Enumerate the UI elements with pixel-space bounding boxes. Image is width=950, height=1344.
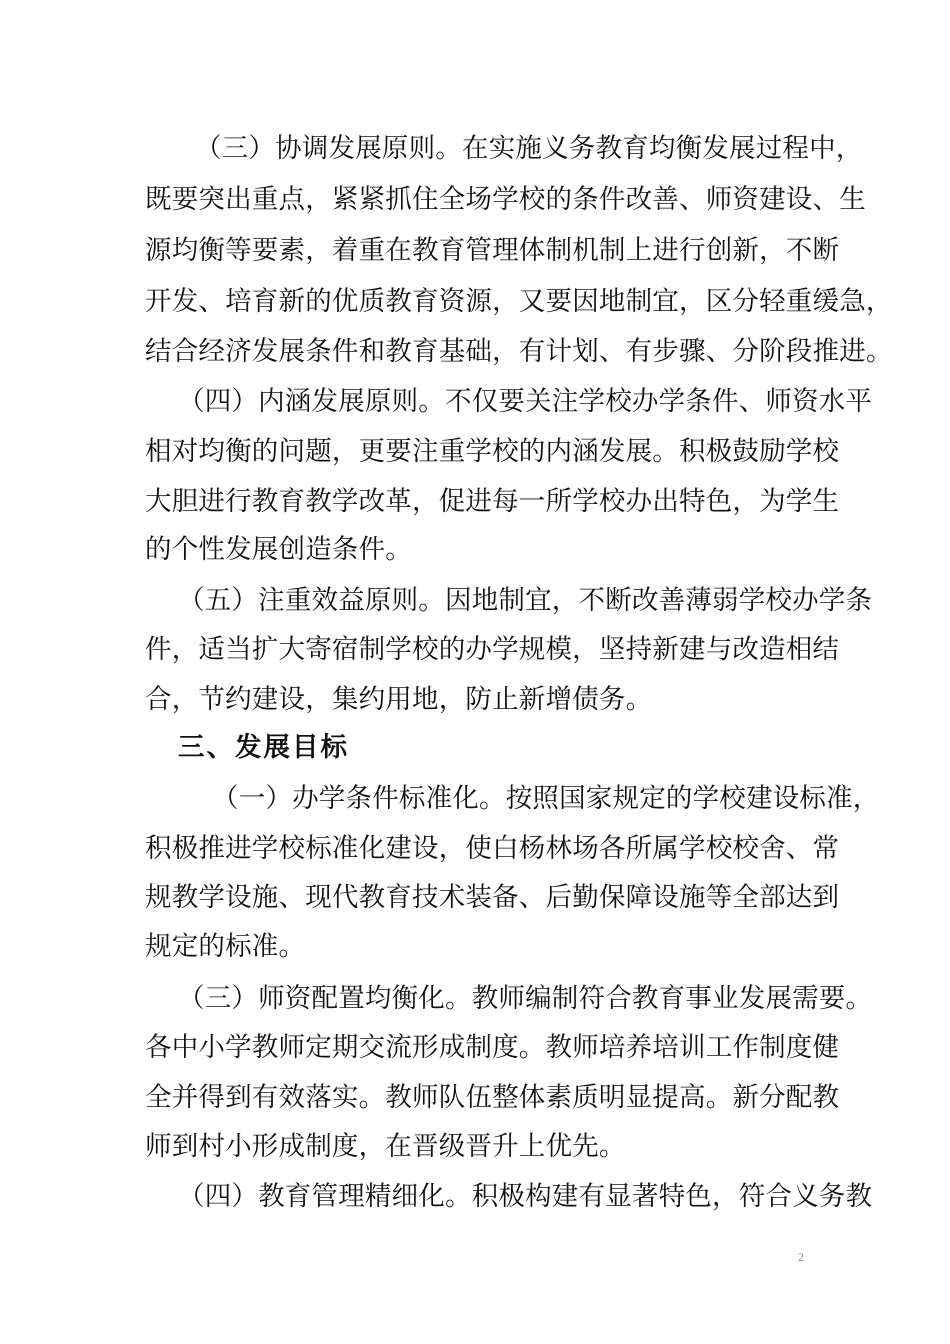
paragraph-line: （三）协调发展原则。在实施义务教育均衡发展过程中，: [195, 133, 863, 164]
paragraph-line: 大胆进行教育教学改革，促进每一所学校办出特色，为学生: [145, 486, 840, 517]
page-number: 2: [798, 1250, 804, 1264]
section-heading: 三、发展目标: [178, 732, 349, 763]
paragraph-line: 结合经济发展条件和教育基础，有计划、有步骤、分阶段推进。: [145, 336, 893, 367]
paragraph-line: 规教学设施、现代教育技术装备、后勤保障设施等全部达到: [145, 882, 840, 913]
paragraph-line: （一）办学条件标准化。按照国家规定的学校建设标准，: [212, 783, 880, 814]
paragraph-line: 开发、培育新的优质教育资源，又要因地制宜，区分轻重缓急，: [145, 286, 893, 317]
paragraph-line: 全并得到有效落实。教师队伍整体素质明显提高。新分配教: [145, 1082, 840, 1113]
paragraph-line: 相对均衡的问题，更要注重学校的内涵发展。积极鼓励学校: [145, 436, 840, 467]
paragraph-line: 的个性发展创造条件。: [145, 534, 412, 565]
paragraph-line: （五）注重效益原则。因地制宜，不断改善薄弱学校办学条: [178, 585, 873, 616]
paragraph-line: 既要突出重点，紧紧抓住全场学校的条件改善、师资建设、生: [145, 184, 866, 215]
paragraph-line: 规定的标准。: [145, 931, 306, 962]
paragraph-line: （四）教育管理精细化。积极构建有显著特色，符合义务教: [178, 1181, 873, 1212]
paragraph-line: 件，适当扩大寄宿制学校的办学规模，坚持新建与改造相结: [145, 634, 840, 665]
paragraph-line: 源均衡等要素，着重在教育管理体制机制上进行创新，不断: [145, 235, 840, 266]
paragraph-line: 师到村小形成制度，在晋级晋升上优先。: [145, 1131, 626, 1162]
paragraph-line: （四）内涵发展原则。不仅要关注学校办学条件、师资水平: [178, 386, 873, 417]
paragraph-line: 合，节约建设，集约用地，防止新增债务。: [145, 684, 653, 715]
paragraph-line: 各中小学教师定期交流形成制度。教师培养培训工作制度健: [145, 1032, 840, 1063]
paragraph-line: （三）师资配置均衡化。教师编制符合教育事业发展需要。: [178, 983, 873, 1014]
paragraph-line: 积极推进学校标准化建设，使白杨林场各所属学校校舍、常: [145, 833, 840, 864]
